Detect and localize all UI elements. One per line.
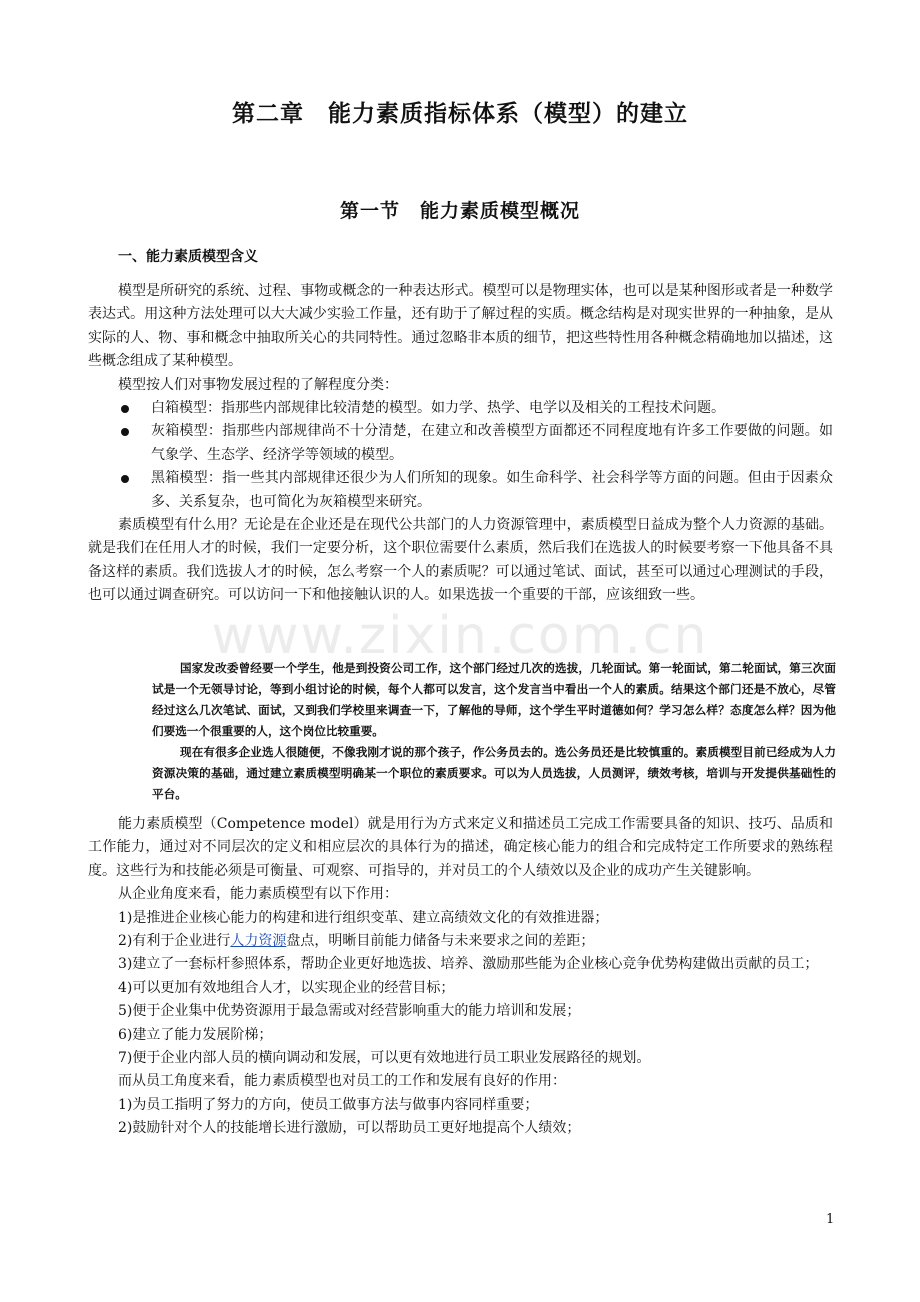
section-title: 第一节 能力素质模型概况 [339,200,580,222]
paragraph-model-usage: 素质模型有什么用？无论是在企业还是在现代公共部门的人力资源管理中，素质模型日益成为整个人力资源的基础。就是我们在任用人才的时候，我们一定要分析，这个职位需要什么素质，然后我们在选拔人的时候要考察一下他具备不具备这样的素质。我们选拔人才的时候，怎么考察一个人的素质呢？可以通过笔试、面试，甚至可以通过心理测试的手段，也可以通过调查研究。可以访问一下和他接触认识的人。如果选拔一个重要的干部，应该细致一些。 [88,517,833,604]
list-item-text: 灰箱模型：指那些内部规律尚不十分清楚，在建立和改善模型方面都还不同程度地有许多工作要做的问题。如气象学、生态学、经济学等领域的模型。 [151,423,833,463]
enterprise-item: 6)建立了能力发展阶梯； [118,1026,273,1043]
bullet-icon [121,405,129,413]
paragraph-competence-model: 能力素质模型（Competence model）就是用行为方式来定义和描述员工完成工作需要具备的知识、技巧、品质和工作能力，通过对不同层次的定义和相应层次的具体行为的描述，确定核心能力的组合和完成特定工作所要求的熟练程度。这些行为和技能必须是可衡量、可观察、可指导的，并对员工的个人绩效以及企业的成功产生关键影响。 [88,816,833,879]
paragraph-model-definition: 模型是所研究的系统、过程、事物或概念的一种表达形式。模型可以是物理实体，也可以是某种图形或者是一种数学表达式。用这种方法处理可以大大减少实验工作量，还有助于了解过程的实质。概念结构是对现实世界的一种抽象，是从实际的人、物、事和概念中抽取所关心的共同特性。通过忽略非本质的细节，把这些特性用各种概念精确地加以描述，这些概念组成了某种模型。 [88,283,833,370]
quote-paragraph: 国家发改委曾经要一个学生，他是到投资公司工作，这个部门经过几次的选拔，几轮面试。第一轮面试，第二轮面试，第三次面试是一个无领导讨论，等到小组讨论的时候，每个人都可以发言，这个发言当中看出一个人的素质。结果这个部门还是不放心，尽管经过这么几次笔试、面试，又到我们学校里来调查一下，了解他的导师，这个学生平时道德如何？学习怎么样？态度怎么样？因为他们要选一个很重要的人，这个岗位比较重要。 [152,661,836,738]
enterprise-item: 5)便于企业集中优势资源用于最急需或对经营影响重大的能力培训和发展； [118,1003,581,1020]
enterprise-item: 7)便于企业内部人员的横向调动和发展，可以更有效地进行员工职业发展路径的规划。 [118,1050,651,1067]
paragraph-model-classification: 模型按人们对事物发展过程的了解程度分类： [118,376,398,393]
page-number: 1 [826,1212,835,1227]
watermark: www.zixin.com.cn [211,606,709,666]
body-block-1 [88,280,833,608]
model-type-list [88,397,833,514]
body-block-2 [88,813,833,1141]
enterprise-item-text: 盘点，明晰目前能力储备与未来要求之间的差距； [286,933,595,950]
list-item [88,420,833,467]
employee-item: 2)鼓励针对个人的技能增长进行激励，可以帮助员工更好地提高个人绩效； [118,1120,581,1137]
chapter-title: 第二章 能力素质指标体系（模型）的建立 [232,101,688,127]
paragraph-employee-intro: 而从员工角度来看，能力素质模型也对员工的工作和发展有良好的作用： [118,1073,566,1090]
enterprise-item [88,930,833,953]
employee-item: 1)为员工指明了努力的方向，使员工做事方法与做事内容同样重要； [118,1096,539,1113]
quote-block [152,658,836,805]
enterprise-item-text: 2)有利于企业进行 [118,933,231,950]
bullet-icon [121,475,129,483]
enterprise-item: 1)是推进企业核心能力的构建和进行组织变革、建立高绩效文化的有效推进器； [118,909,609,926]
list-item-text: 白箱模型：指那些内部规律比较清楚的模型。如力学、热学、电学以及相关的工程技术问题。 [151,400,725,417]
paragraph-enterprise-intro: 从企业角度来看，能力素质模型有以下作用： [118,886,398,903]
enterprise-item: 4)可以更加有效地组合人才，以实现企业的经营目标； [118,979,455,996]
enterprise-item: 3)建立了一套标杆参照体系，帮助企业更好地选拔、培养、激励那些能为企业核心竞争优势构建做出贡献的员工； [118,956,819,973]
human-resources-link[interactable]: 人力资源 [230,933,287,950]
bullet-icon [121,428,129,436]
list-item [88,467,833,514]
list-item-text: 黑箱模型：指一些其内部规律还很少为人们所知的现象。如生命科学、社会科学等方面的问题。但由于因素众多、关系复杂，也可简化为灰箱模型来研究。 [151,470,833,510]
list-item [88,397,833,420]
quote-paragraph: 现在有很多企业选人很随便，不像我刚才说的那个孩子，作公务员去的。选公务员还是比较慎重的。素质模型目前已经成为人力资源决策的基础，通过建立素质模型明确某一个职位的素质要求。可以为人员选拔，人员测评，绩效考核，培训与开发提供基础性的平台。 [152,745,836,801]
subheading: 一、能力素质模型含义 [118,249,258,265]
